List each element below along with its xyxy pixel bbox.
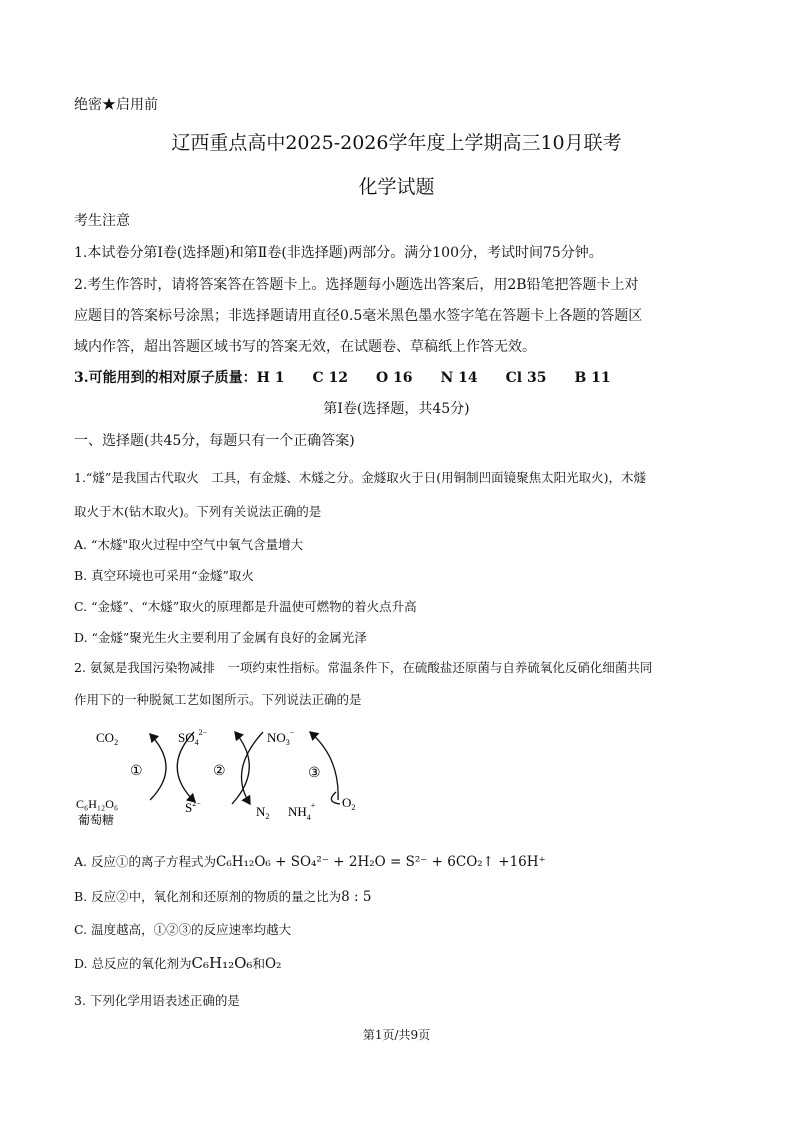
confidential-mark: 绝密★启用前 [74,97,158,113]
page-footer: 第1页/共9页 [362,1028,431,1042]
label-n2: $N_2$ [256,804,270,821]
label-reaction-1: ① [130,764,143,779]
denitrification-diagram [70,720,390,832]
arrow-no3-to-n2 [242,732,263,804]
label-no3: $NO_3^-$ [267,728,295,747]
notice-item-2-line-3: 域内作答，超出答题区域书写的答案无效，在试题卷、草稿纸上作答无效。 [74,339,536,355]
label-nh4: $NH_4^+$ [288,801,316,822]
q1-option-c: C. “金燧”、“木燧”取火的原理都是升温使可燃物的着火点升高 [74,599,417,614]
label-glucose-name: 葡萄糖 [78,813,115,827]
arrow-reaction-2 [232,732,249,804]
q1-option-d: D. “金燧”聚光生火主要利用了金属有良好的金属光泽 [74,630,367,645]
q2-option-b: B. 反应②中，氧化剂和还原剂的物质的量之比为8 : 5 [74,889,372,905]
notice-item-2-line-2: 应题目的答案标号涂黑；非选择题请用直径0.5毫米黑色墨水签字笔在答题卡上各题的答题区 [74,308,643,324]
q2-stem-line-1: 2. 氨氮是我国污染物减排 一项约束性指标。常温条件下，在硫酸盐还原菌与自养硫氧化反硝化细菌共同 [74,660,653,675]
exam-subtitle: 化学试题 [358,176,435,198]
q2-stem-line-2: 作用下的一种脱氮工艺如图所示。下列说法正确的是 [74,692,362,707]
q1-option-b: B. 真空环境也可采用“金燧”取火 [74,568,254,583]
label-co2: $CO_2$ [96,730,119,747]
q2-option-c: C. 温度越高，①②③的反应速率均越大 [74,922,292,937]
label-o2: $O_2$ [342,795,356,812]
notice-item-3: 3.可能用到的相对原子质量：H 1 C 12 O 16 N 14 Cl 35 B 11 [74,370,611,386]
label-glucose-formula: C₆H₁₂O₆ [76,797,119,811]
label-so4: $SO_4^{2-}$ [178,728,208,747]
q2-option-d: D. 总反应的氧化剂为C₆H₁₂O₆和O₂ [74,954,282,972]
q1-option-a: A. “木燧"取火过程中空气中氧气含量增大 [74,537,304,552]
notice-heading: 考生注意 [74,213,130,229]
label-s2: $S^{2-}$ [185,799,201,815]
notice-item-2-line-1: 2.考生作答时，请将答案答在答题卡上。选择题每小题选出答案后，用2B铅笔把答题卡上对 [74,277,639,293]
notice-item-1: 1.本试卷分第Ⅰ卷(选择题)和第Ⅱ卷(非选择题)两部分。满分100分，考试时间75分钟。 [74,245,603,261]
part-one-heading: 第Ⅰ卷(选择题，共45分) [323,401,470,417]
q2-option-a: A. 反应①的离子方程式为C₆H₁₂O₆ + SO₄²⁻ + 2H₂O = S²⁻ + 6CO₂↑ +16H⁺ [74,854,546,870]
label-reaction-3: ③ [308,766,321,781]
q3-stem: 3. 下列化学用语表述正确的是 [74,993,240,1008]
q1-stem-line-2: 取火于木(钻木取火)。下列有关说法正确的是 [74,504,322,519]
section-heading: 一、选择题(共45分，每题只有一个正确答案) [74,433,355,449]
label-reaction-2: ② [213,764,226,779]
q1-stem-line-1: 1.“燧”是我国古代取火 工具，有金燧、木燧之分。金燧取火于日(用铜制凹面镜聚焦太阳光取火)，木燧 [74,470,646,485]
exam-title: 辽西重点高中2025-2026学年度上学期高三10月联考 [171,132,622,154]
arrow-reaction-1 [150,734,166,800]
